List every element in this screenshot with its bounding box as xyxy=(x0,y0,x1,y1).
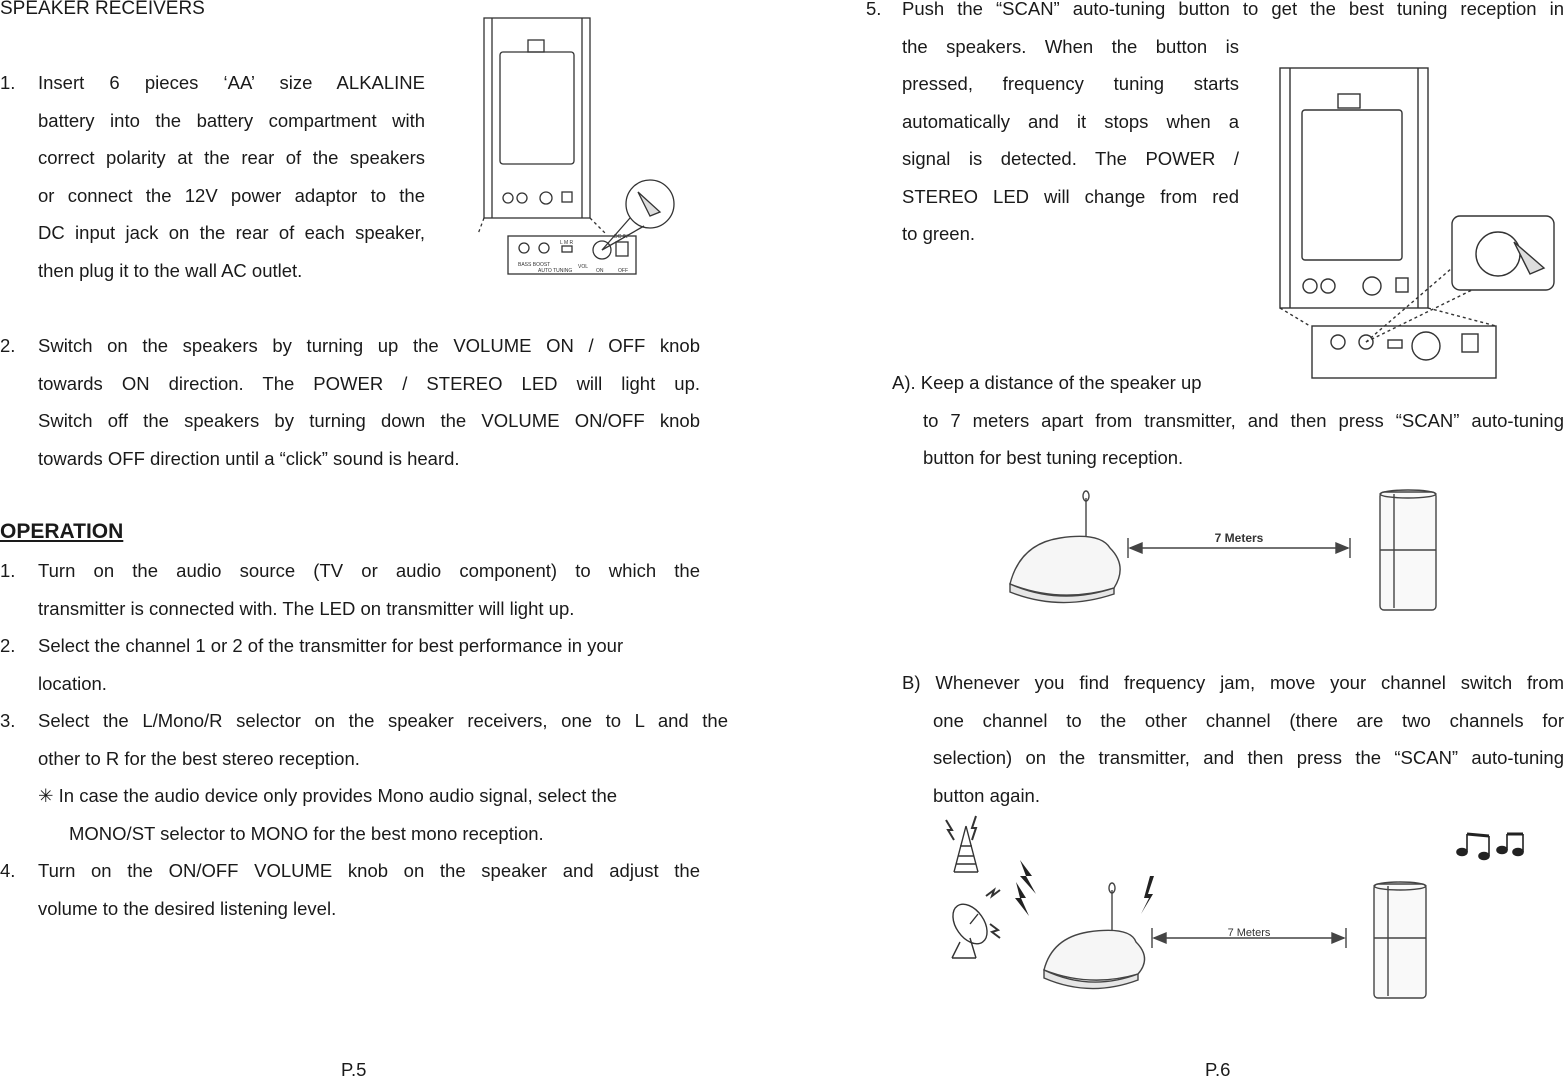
section-title-speaker-receivers: SPEAKER RECEIVERS xyxy=(0,0,205,19)
op-mono-note-line: ✳ In case the audio device only provides Mono audio signal, select the xyxy=(38,785,618,806)
rx-step-1 xyxy=(0,64,425,289)
step-5-line: pressed, frequency tuning starts xyxy=(902,73,1239,94)
tip-a-line: button for best tuning reception. xyxy=(923,447,1184,468)
speaker-scan-illustration xyxy=(1276,64,1560,382)
panel-label-vol: VOL xyxy=(578,264,589,270)
tip-a-line: A). Keep a distance of the speaker up xyxy=(892,372,1202,393)
op-step-4-number: 4. xyxy=(0,860,16,881)
tip-b-line: one channel to the other channel (there are two channels for xyxy=(933,709,1564,731)
op-mono-note xyxy=(38,777,718,852)
op-step-2-line: location. xyxy=(38,672,107,694)
rx-step-2 xyxy=(0,327,700,477)
rx-step-2-number: 2. xyxy=(0,335,16,356)
panel-label-on: ON xyxy=(596,268,604,274)
panel-label-lmr: L M R xyxy=(560,240,574,246)
music-notes-icon xyxy=(1457,834,1523,860)
satellite-dish-icon xyxy=(946,890,1000,958)
tip-b-line: B) Whenever you find frequency jam, move your channel switch from xyxy=(902,672,1564,693)
operation-title: OPERATION xyxy=(0,520,124,543)
lightning-bolt-icon xyxy=(1015,860,1154,916)
op-step-1 xyxy=(0,552,700,627)
op-step-3 xyxy=(0,702,728,777)
distance-label-b: 7 Meters xyxy=(1227,927,1271,939)
tip-b-line: button again. xyxy=(933,784,1040,806)
interference-diagram-b xyxy=(940,812,1530,1002)
rx-step-1-number: 1. xyxy=(0,72,16,93)
op-step-3-number: 3. xyxy=(0,710,16,731)
rx-step-1-line: then plug it to the wall AC outlet. xyxy=(38,259,303,281)
page-number-right: P.6 xyxy=(1205,1059,1231,1080)
tip-a-line: to 7 meters apart from transmitter, and then press “SCAN” auto-tuning xyxy=(923,409,1564,431)
op-step-3-line: other to R for the best stereo reception. xyxy=(38,747,360,769)
op-step-1-line: transmitter is connected with. The LED on transmitter will light up. xyxy=(38,597,575,619)
rx-step-2-line: Switch off the speakers by turning down the VOLUME ON/OFF knob xyxy=(38,410,700,431)
rx-step-1-line: battery into the battery compartment with xyxy=(38,109,425,131)
panel-label-auto-tuning: AUTO TUNING xyxy=(538,268,573,274)
step-5-line: the speakers. When the button is xyxy=(902,35,1239,57)
distance-diagram-a xyxy=(1000,488,1470,616)
page-number-left: P.5 xyxy=(341,1059,367,1080)
step-5-line: signal is detected. The POWER / xyxy=(902,148,1239,169)
step-5-line: STEREO LED will change from red xyxy=(902,185,1239,207)
rx-step-2-line: Switch on the speakers by turning up the VOLUME ON / OFF knob xyxy=(38,335,700,356)
panel-label-off: OFF xyxy=(618,268,628,274)
step-5-line: Push the “SCAN” auto-tuning button to get the best tuning reception in xyxy=(902,0,1564,19)
rx-step-1-line: correct polarity at the rear of the speakers xyxy=(38,147,425,168)
step-5-line: automatically and it stops when a xyxy=(902,110,1239,132)
op-mono-note-line: MONO/ST selector to MONO for the best mono reception. xyxy=(69,822,544,844)
op-step-1-number: 1. xyxy=(0,560,16,581)
op-step-4 xyxy=(0,852,700,927)
op-step-2-number: 2. xyxy=(0,635,16,656)
rx-step-1-line: DC input jack on the rear of each speaker, xyxy=(38,222,425,243)
rx-step-2-line: towards ON direction. The POWER / STEREO LED will light up. xyxy=(38,372,700,394)
panel-label-bass-boost: BASS BOOST xyxy=(518,262,551,268)
op-step-4-line: volume to the desired listening level. xyxy=(38,897,337,919)
tip-b-line: selection) on the transmitter, and then press the “SCAN” auto-tuning xyxy=(933,747,1564,768)
op-step-2 xyxy=(0,627,720,702)
rx-step-2-line: towards OFF direction until a “click” sound is heard. xyxy=(38,447,460,469)
rx-step-1-line: or connect the 12V power adaptor to the xyxy=(38,184,425,206)
op-step-3-line: Select the L/Mono/R selector on the speaker receivers, one to L and the xyxy=(38,710,728,731)
tip-a xyxy=(892,364,1564,477)
op-step-2-line: Select the channel 1 or 2 of the transmitter for best performance in your xyxy=(38,635,624,656)
tip-b xyxy=(902,664,1564,814)
step-5-number: 5. xyxy=(866,0,882,19)
distance-label-a: 7 Meters xyxy=(1214,531,1264,545)
step-5-line: to green. xyxy=(902,223,976,244)
panel-label-dc-in: DC IN xyxy=(614,234,628,240)
op-step-1-line: Turn on the audio source (TV or audio component) to which the xyxy=(38,560,700,581)
rx-step-1-line: Insert 6 pieces ‘AA’ size ALKALINE xyxy=(38,72,425,93)
speaker-rear-illustration xyxy=(478,14,688,276)
radio-tower-icon xyxy=(946,816,978,872)
op-step-4-line: Turn on the ON/OFF VOLUME knob on the speaker and adjust the xyxy=(38,860,700,881)
